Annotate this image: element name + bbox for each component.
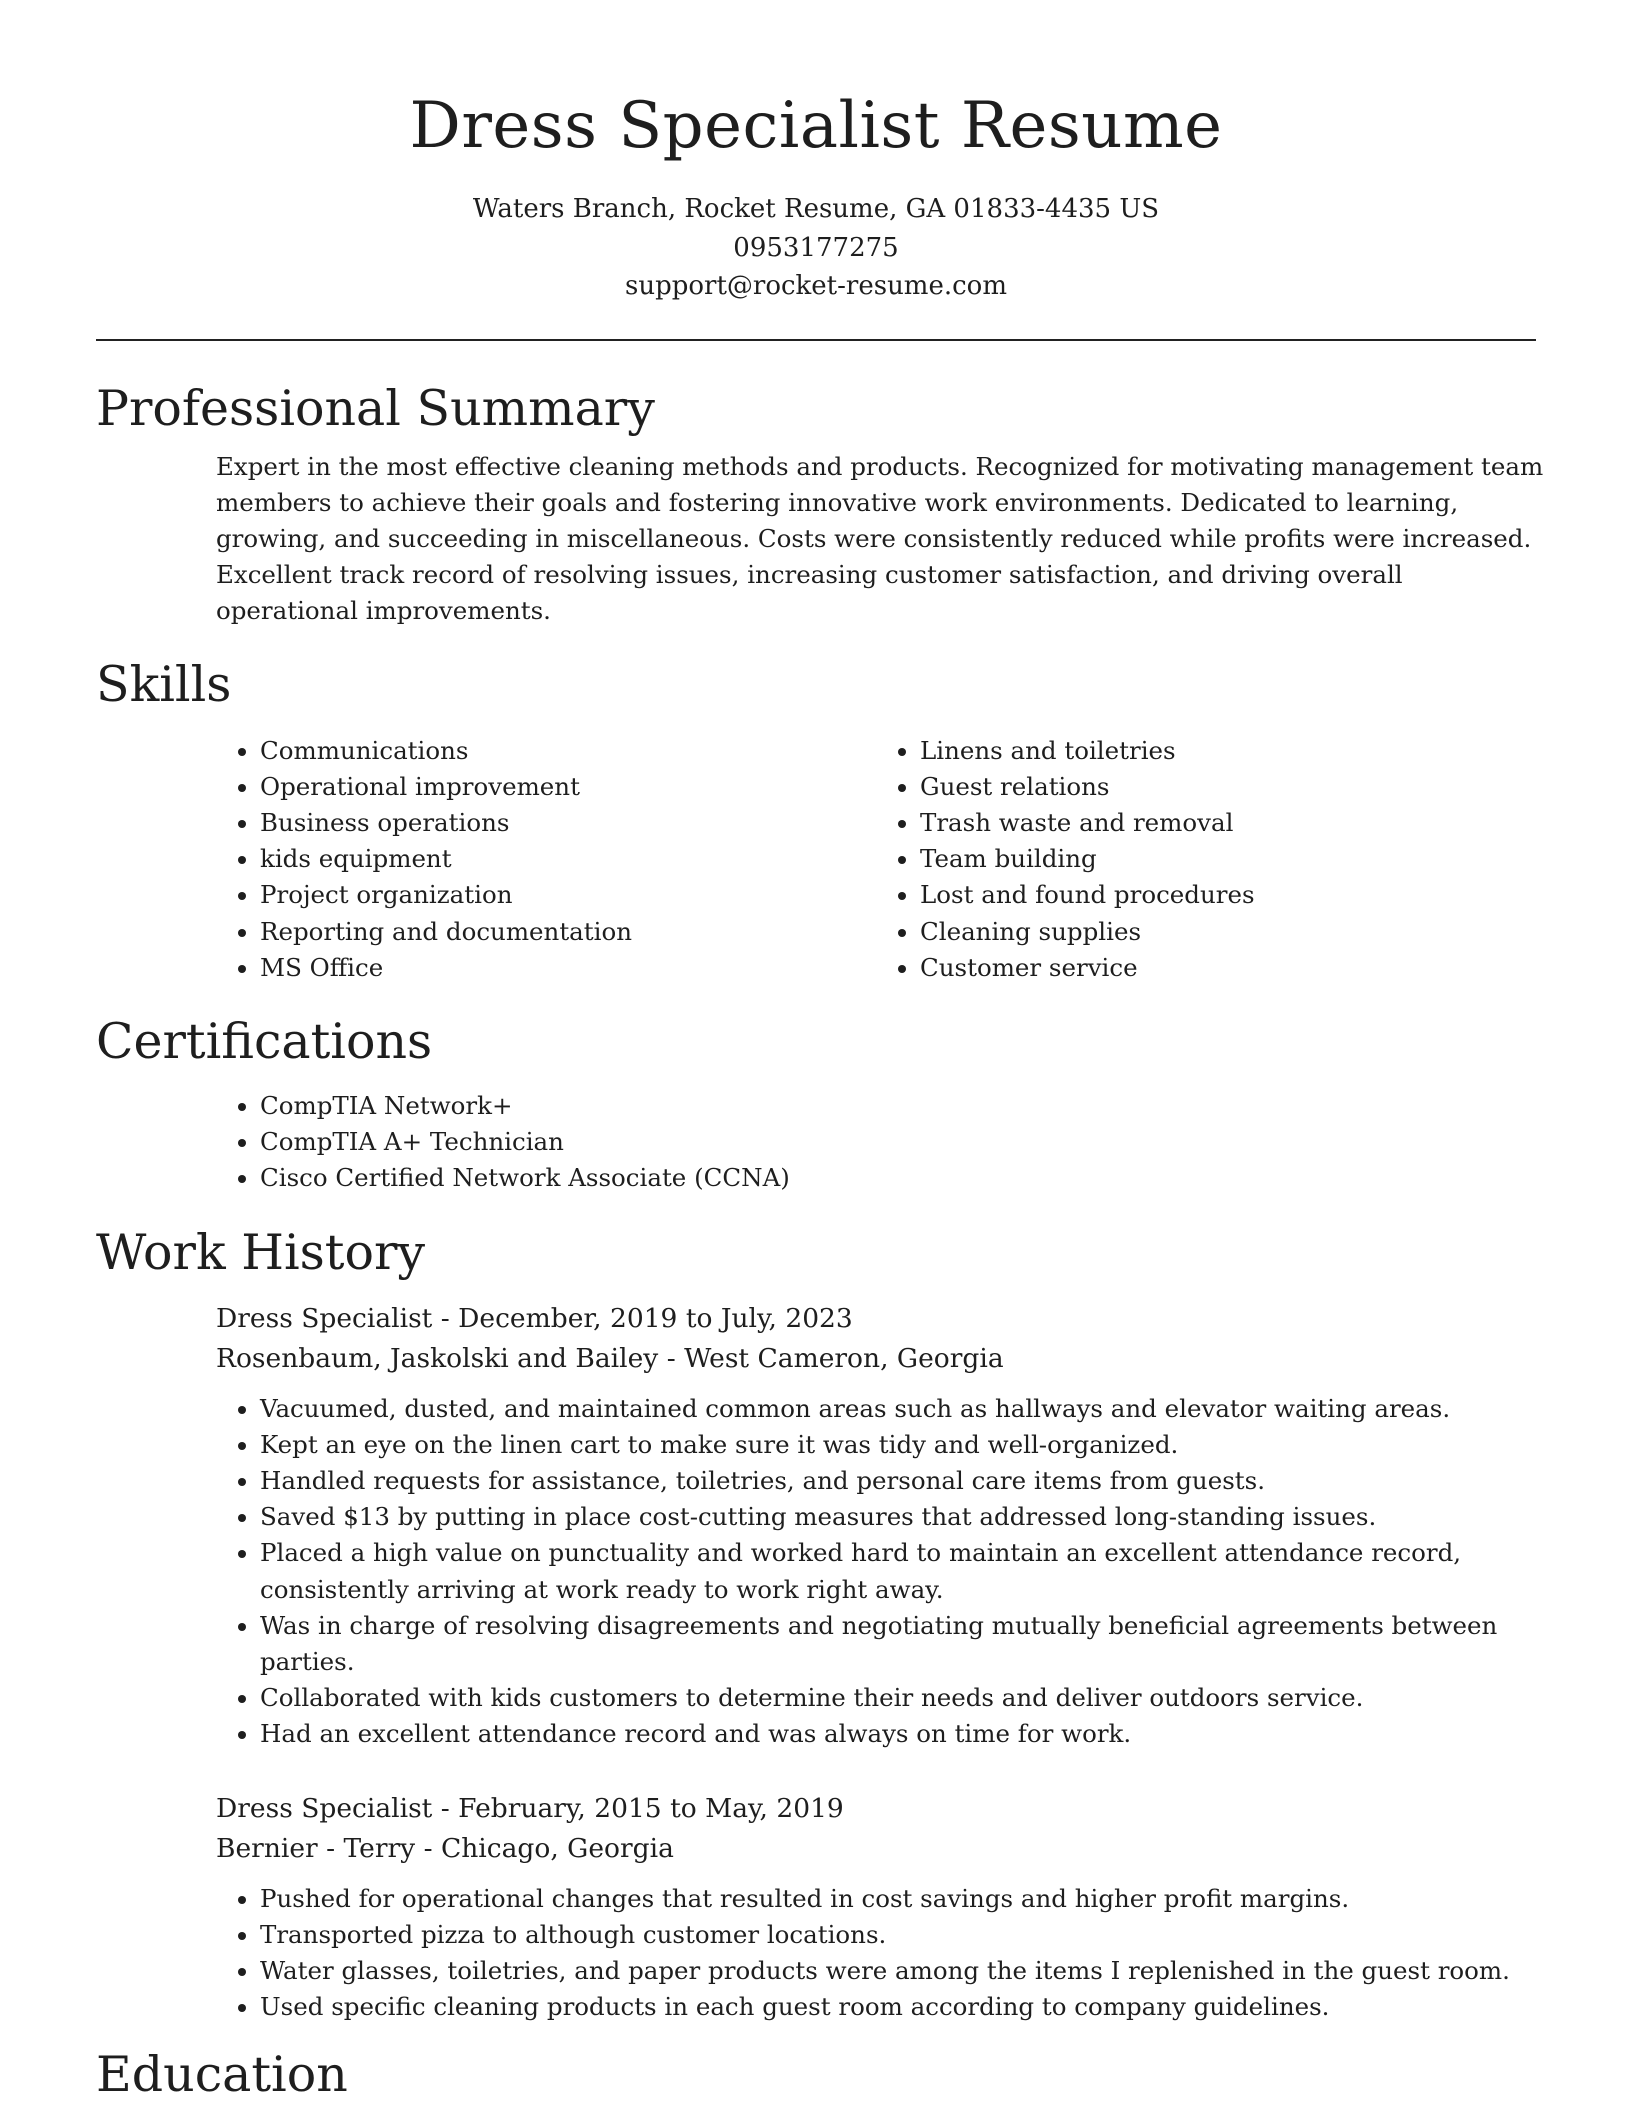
summary-heading: Professional Summary [96,379,655,437]
duty-item: • Kept an eye on the linen cart to make sure it was tidy and well-organized. [260,1427,1536,1463]
skill-item: • Guest relations [920,769,1536,805]
skill-item: • Reporting and documentation [260,914,876,950]
skill-item: • kids equipment [260,841,876,877]
certifications-heading: Certifications [96,1012,433,1070]
phone-text: 0953177275 [733,232,899,263]
job-location: - West Cameron, Georgia [658,1342,1004,1374]
skill-item: • Project organization [260,877,876,913]
duty-item: • Had an excellent attendance record and was always on time for work. [260,1716,1536,1752]
job-company: Rosenbaum, Jaskolski and Bailey [216,1342,659,1374]
duty-item: • Saved $13 by putting in place cost-cutting measures that addressed long-standing issues. [260,1499,1536,1535]
skill-item: • Cleaning supplies [920,914,1536,950]
duty-item: • Pushed for operational changes that resulted in cost savings and higher profit margins. [260,1881,1536,1917]
job-duties-list [216,1391,1536,1753]
skills-heading: Skills [96,655,232,713]
job-title: Dress Specialist [216,1792,433,1824]
address-text: Waters Branch, Rocket Resume, GA 01833-4435 US [472,194,1160,224]
work-history-heading: Work History [96,1223,426,1281]
header-divider [96,339,1536,341]
job-dates: - December, 2019 to July, 2023 [432,1302,853,1334]
skill-item: • Communications [260,733,876,769]
skill-item: • Team building [920,841,1536,877]
job-company-line [216,1829,1536,1869]
skill-item: • MS Office [260,950,876,986]
certification-item: • CompTIA A+ Technician [260,1124,1536,1160]
duty-item: • Water glasses, toiletries, and paper products were among the items I replenished in the guest room. [260,1953,1536,1989]
duty-item: • Collaborated with kids customers to determine their needs and deliver outdoors service. [260,1680,1536,1716]
job-company-line [216,1339,1536,1379]
skill-item: • Lost and found procedures [920,877,1536,913]
resume-page [96,0,1544,2105]
contact-block [96,190,1536,306]
education-heading: Education [96,2046,348,2104]
email-text: support@rocket-resume.com [624,271,1007,301]
certification-item: • Cisco Certified Network Associate (CCNA) [260,1160,1536,1196]
skill-item: • Customer service [920,950,1536,986]
duty-item: • Placed a high value on punctuality and worked hard to maintain an excellent attendance record, consistently arriving at work ready to work right away. [260,1535,1536,1607]
job-location: - Chicago, Georgia [415,1832,674,1864]
job-duties-list [216,1881,1536,2026]
job-company: Bernier - Terry [216,1832,416,1864]
job-entry [216,1789,1536,2026]
certification-item: • CompTIA Network+ [260,1088,1536,1124]
job-entry [216,1299,1536,1753]
job-title-line [216,1299,1536,1339]
certifications-block [216,1088,1536,1197]
job-dates: - February, 2015 to May, 2019 [432,1792,844,1824]
duty-item: • Used specific cleaning products in each guest room according to company guidelines. [260,1989,1536,2025]
skills-list-right [876,733,1536,986]
skill-item: • Operational improvement [260,769,876,805]
job-title-line [216,1789,1536,1829]
duty-item: • Vacuumed, dusted, and maintained common areas such as hallways and elevator waiting areas. [260,1391,1536,1427]
skill-item: • Business operations [260,805,876,841]
duty-item: • Was in charge of resolving disagreements and negotiating mutually beneficial agreements between parties. [260,1608,1536,1680]
skills-list-left [216,733,876,986]
skills-columns [216,733,1536,986]
duty-item: • Handled requests for assistance, toiletries, and personal care items from guests. [260,1463,1536,1499]
job-title: Dress Specialist [216,1302,433,1334]
summary-text: Expert in the most effective cleaning methods and products. Recognized for motivating management team members to achieve their goals and fostering innovative work environments. Dedicated to learning, growing, and succeeding in miscellaneous. Costs were consistently reduced while profits were increased. Excellent track record of resolving issues, increasing customer satisfaction, and driving overall operational improvements. [216,451,1544,625]
certifications-list [216,1088,1536,1197]
resume-title: Dress Specialist Resume [409,89,1223,163]
skill-item: • Linens and toiletries [920,733,1536,769]
skill-item: • Trash waste and removal [920,805,1536,841]
duty-item: • Transported pizza to although customer locations. [260,1917,1536,1953]
